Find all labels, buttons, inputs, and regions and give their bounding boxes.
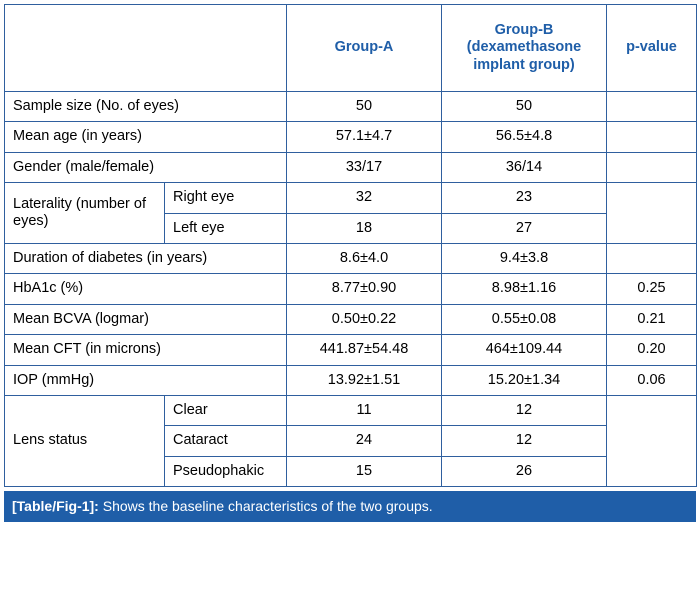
row-group-a-value: 18 [287, 213, 442, 243]
header-group-b-line3: implant group) [473, 56, 575, 73]
row-group-b-value: 56.5±4.8 [442, 122, 607, 152]
row-p-value [607, 395, 697, 486]
row-group-a-value: 0.50±0.22 [287, 304, 442, 334]
row-group-b-value: 9.4±3.8 [442, 243, 607, 273]
row-p-value [607, 183, 697, 244]
row-group-b-value: 12 [442, 395, 607, 425]
table-header-row [5, 5, 697, 92]
header-group-b [442, 5, 607, 92]
row-p-value [607, 92, 697, 122]
table-caption [4, 491, 696, 522]
caption-text: Shows the baseline characteristics of the two groups. [102, 498, 433, 515]
row-group-a-value: 13.92±1.51 [287, 365, 442, 395]
row-label: Sample size (No. of eyes) [5, 92, 287, 122]
header-group-b-line2: (dexamethasone [466, 39, 582, 56]
row-sublabel: Pseudophakic [165, 456, 287, 486]
caption-label: [Table/Fig-1]: [12, 498, 99, 515]
row-group-b-value: 26 [442, 456, 607, 486]
row-group-a-value: 15 [287, 456, 442, 486]
table-row [5, 183, 697, 213]
row-group-a-value: 32 [287, 183, 442, 213]
row-group-b-value: 464±109.44 [442, 335, 607, 365]
table-row [5, 395, 697, 425]
row-label: Mean BCVA (logmar) [5, 304, 287, 334]
table-row [5, 92, 697, 122]
row-label-laterality: Laterality (number of eyes) [5, 183, 165, 244]
table-row [5, 152, 697, 182]
row-group-b-value: 0.55±0.08 [442, 304, 607, 334]
row-p-value [607, 243, 697, 273]
table-row [5, 365, 697, 395]
baseline-characteristics-table [4, 4, 697, 487]
table-row [5, 122, 697, 152]
row-sublabel: Right eye [165, 183, 287, 213]
row-group-a-value: 33/17 [287, 152, 442, 182]
header-p-value: p-value [607, 5, 697, 92]
row-p-value [607, 122, 697, 152]
row-group-a-value: 50 [287, 92, 442, 122]
row-group-a-value: 8.77±0.90 [287, 274, 442, 304]
row-p-value: 0.21 [607, 304, 697, 334]
row-group-b-value: 23 [442, 183, 607, 213]
row-group-b-value: 8.98±1.16 [442, 274, 607, 304]
row-p-value: 0.06 [607, 365, 697, 395]
row-sublabel: Left eye [165, 213, 287, 243]
row-sublabel: Clear [165, 395, 287, 425]
header-group-b-line1: Group-B [494, 21, 554, 38]
row-label: Mean age (in years) [5, 122, 287, 152]
table-row [5, 274, 697, 304]
header-group-a: Group-A [287, 5, 442, 92]
row-sublabel: Cataract [165, 426, 287, 456]
table-row [5, 243, 697, 273]
row-group-a-value: 57.1±4.7 [287, 122, 442, 152]
row-label: Gender (male/female) [5, 152, 287, 182]
row-p-value: 0.25 [607, 274, 697, 304]
row-group-a-value: 11 [287, 395, 442, 425]
table-row [5, 335, 697, 365]
table-row [5, 304, 697, 334]
row-group-b-value: 50 [442, 92, 607, 122]
row-p-value: 0.20 [607, 335, 697, 365]
row-group-b-value: 27 [442, 213, 607, 243]
row-group-b-value: 12 [442, 426, 607, 456]
row-label: HbA1c (%) [5, 274, 287, 304]
row-label: Duration of diabetes (in years) [5, 243, 287, 273]
row-group-a-value: 24 [287, 426, 442, 456]
row-label-lens-status: Lens status [5, 395, 165, 486]
row-label: Mean CFT (in microns) [5, 335, 287, 365]
row-group-b-value: 36/14 [442, 152, 607, 182]
row-group-a-value: 441.87±54.48 [287, 335, 442, 365]
row-label: IOP (mmHg) [5, 365, 287, 395]
row-group-b-value: 15.20±1.34 [442, 365, 607, 395]
row-group-a-value: 8.6±4.0 [287, 243, 442, 273]
row-p-value [607, 152, 697, 182]
header-blank [5, 5, 287, 92]
